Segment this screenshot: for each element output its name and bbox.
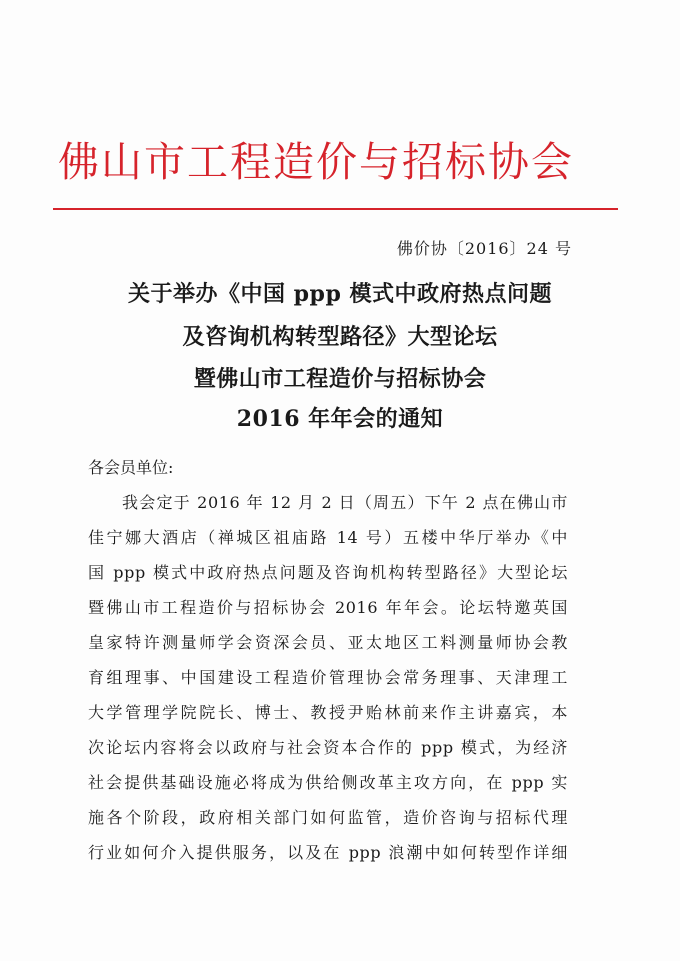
body-line: 皇家特许测量师学会资深会员、亚太地区工料测量师协会教	[88, 633, 568, 652]
notice-title-line-2: 及咨询机构转型路径》大型论坛	[182, 324, 498, 350]
body-line: 佳宁娜大酒店（禅城区祖庙路 14 号）五楼中华厅举办《中	[88, 528, 568, 547]
body-line: 施各个阶段，政府相关部门如何监管，造价咨询与招标代理	[88, 808, 568, 827]
body-line: 育组理事、中国建设工程造价管理协会常务理事、天津理工	[88, 668, 568, 687]
body-line: 暨佛山市工程造价与招标协会 2016 年年会。论坛特邀英国	[88, 598, 568, 617]
body-line: 行业如何介入提供服务，以及在 ppp 浪潮中如何转型作详细	[88, 843, 568, 862]
notice-title-line-1: 关于举办《中国 ppp 模式中政府热点问题	[128, 281, 552, 307]
notice-title-line-3: 暨佛山市工程造价与招标协会	[193, 366, 487, 392]
salutation: 各会员单位:	[88, 458, 174, 477]
notice-title-line-4: 2016 年年会的通知	[236, 406, 444, 432]
header-divider	[53, 208, 618, 210]
body-line: 国 ppp 模式中政府热点问题及咨询机构转型路径》大型论坛	[88, 563, 568, 582]
body-line: 大学管理学院院长、博士、教授尹贻林前来作主讲嘉宾，本	[88, 703, 568, 722]
body-line: 次论坛内容将会以政府与社会资本合作的 ppp 模式，为经济	[88, 738, 568, 757]
document-number: 佛价协〔2016〕24 号	[396, 239, 572, 258]
body-line: 我会定于 2016 年 12 月 2 日（周五）下午 2 点在佛山市	[122, 493, 568, 512]
organization-title: 佛山市工程造价与招标协会	[58, 138, 574, 186]
body-line: 社会提供基础设施必将成为供给侧改革主攻方向，在 ppp 实	[88, 773, 568, 792]
